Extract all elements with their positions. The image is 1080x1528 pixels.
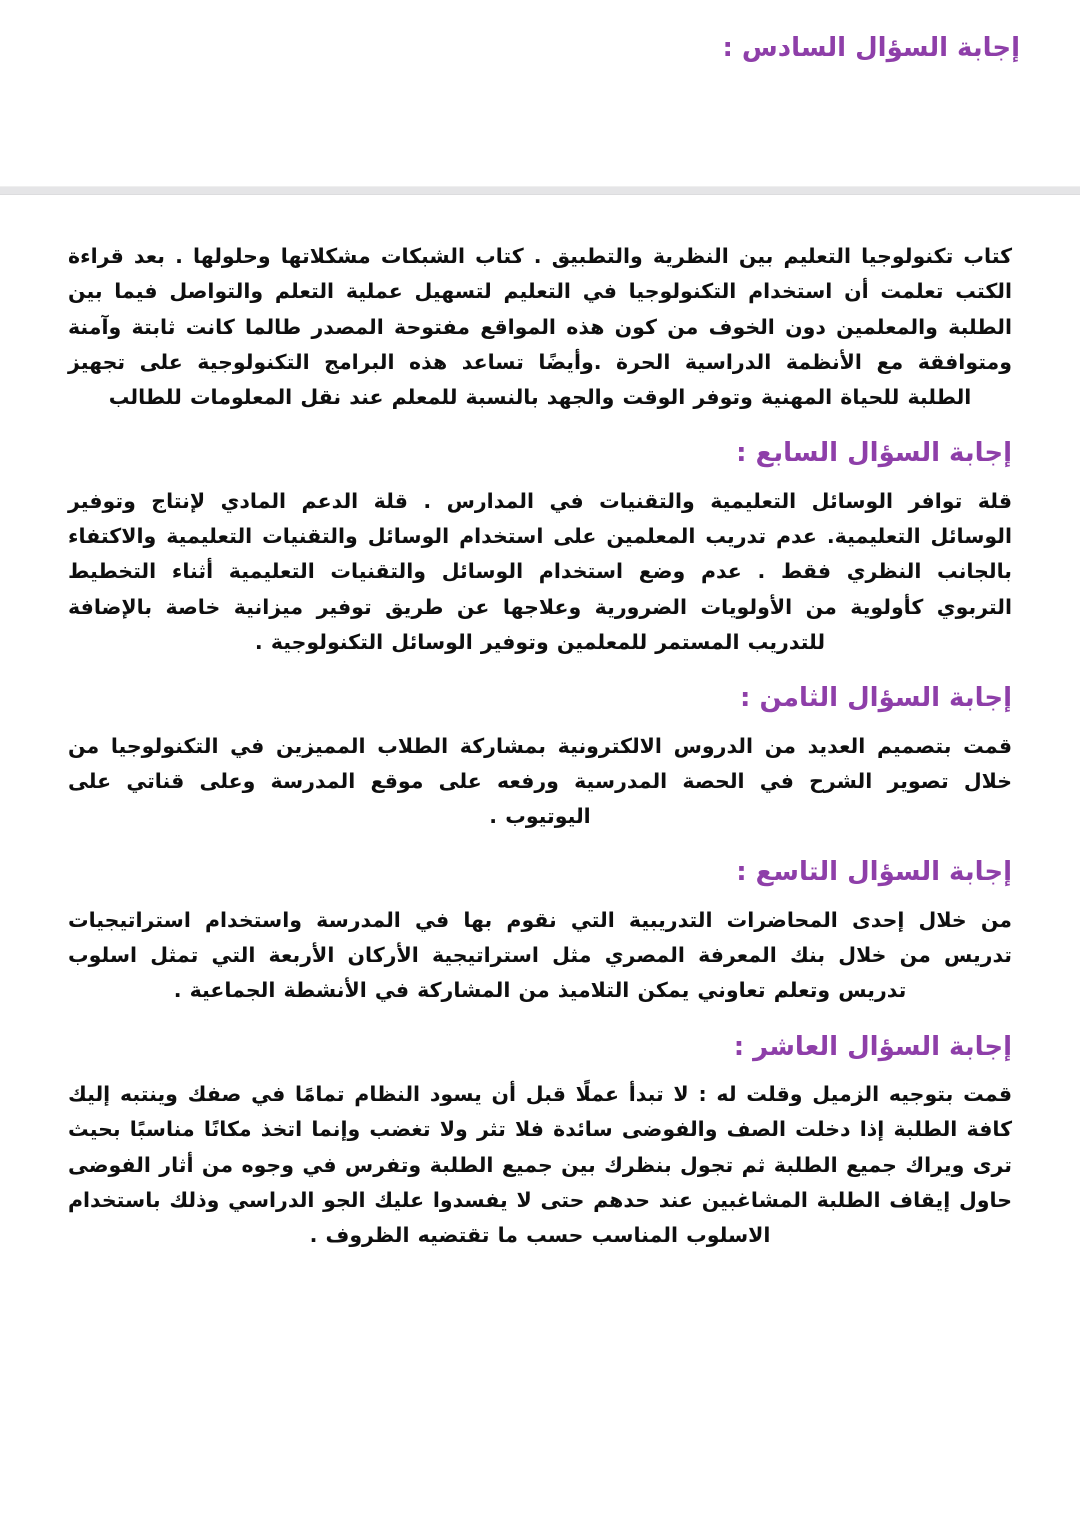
header-divider <box>0 186 1080 195</box>
answer-section-10 <box>68 1031 1012 1254</box>
answer-heading-8: إجابة السؤال الثامن : <box>740 683 1012 713</box>
document-body <box>0 195 1080 1253</box>
answer-text-10: قمت بتوجيه الزميل وقلت له : لا تبدأ عملًا قبل أن يسود النظام تمامًا في صفك وينتبه إليك كافة الطلبة إذا دخلت الصف والفوضى سائدة فلا تثر ولا تغضب وإنما اتخذ مكانًا مناسبًا بحيث ترى ويراك جميع الطلبة ثم تجول بنظرك بين جميع الطلبة وتفرس في وجوه من أثار الفوضى حاول إيقاف الطلبة المشاغبين عند حدهم حتى لا يفسدوا عليك الجو الدراسي وذلك باستخدام الاسلوب المناسب حسب ما تقتضيه الظروف . <box>68 1082 1012 1247</box>
page-title: إجابة السؤال السادس : <box>722 33 1020 63</box>
answer-text-7: قلة توافر الوسائل التعليمية والتقنيات في المدارس . قلة الدعم المادي لإنتاج وتوفير الوسائل التعليمية. عدم تدريب المعلمين على استخدام الوسائل والتقنيات التعليمية والاكتفاء بالجانب النظري فقط . عدم وضع استخدام الوسائل والتقنيات التعليمية أثناء التخطيط التربوي كأولوية من الأولويات الضرورية وعلاجها عن طريق توفير ميزانية خاصة بالإضافة للتدريب المستمر للمعلمين وتوفير الوسائل التكنولوجية . <box>68 488 1012 654</box>
answer-text-8: قمت بتصميم العديد من الدروس الالكترونية بمشاركة الطلاب المميزين في التكنولوجيا من خلال تصوير الشرح في الحصة المدرسية ورفعه على موقع المدرسة وعلى قناتي على اليوتيوب . <box>68 733 1012 828</box>
answer-heading-7: إجابة السؤال السابع : <box>736 438 1012 469</box>
answer-heading-9: إجابة السؤال التاسع : <box>736 857 1012 888</box>
answer-section-7 <box>68 437 1012 660</box>
answer-section-6 <box>68 239 1012 415</box>
document-header <box>0 0 1080 186</box>
answer-text-6: كتاب تكنولوجيا التعليم بين النظرية والتطبيق . كتاب الشبكات مشكلاتها وحلولها . بعد قراءة الكتب تعلمت أن استخدام التكنولوجيا في التعليم لتسهيل عملية التعلم والتواصل فيما بين الطلبة والمعلمين دون الخوف من كون هذه المواقع مفتوحة المصدر طالما كانت ثابتة وآمنة ومتوافقة مع الأنظمة الدراسية الحرة .وأيضًا تساعد هذه البرامج التكنولوجية على تجهيز الطلبة للحياة المهنية وتوفر الوقت والجهد بالنسبة للمعلم عند نقل المعلومات للطالب <box>68 244 1012 409</box>
answer-section-8 <box>68 682 1012 834</box>
answer-heading-10: إجابة السؤال العاشر : <box>733 1031 1012 1062</box>
answer-section-9 <box>68 856 1012 1008</box>
answer-text-9: من خلال إحدى المحاضرات التدريبية التي نقوم بها في المدرسة واستخدام استراتيجيات تدريس من خلال بنك المعرفة المصري مثل استراتيجية الأركان الأربعة التي تمثل اسلوب تدريس وتعلم تعاوني يمكن التلاميذ من المشاركة في الأنشطة الجماعية . <box>68 907 1012 1003</box>
